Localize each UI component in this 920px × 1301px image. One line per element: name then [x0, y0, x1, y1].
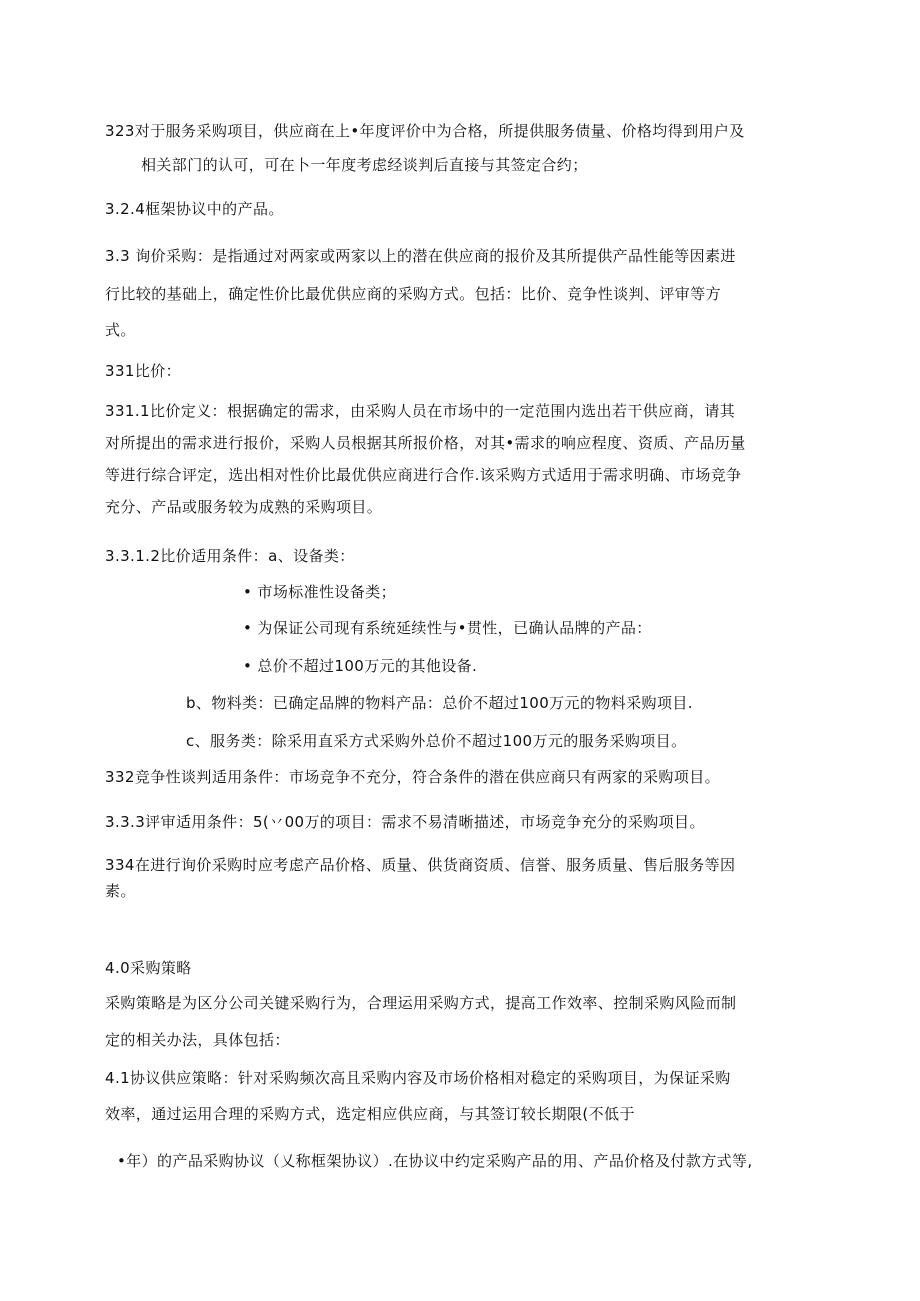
text-line: 3.3.1.2比价适用条件：a、设备类：: [105, 547, 355, 565]
text-line: 4.1协议供应策略：针对采购频次高且采购内容及市场价格相对稳定的采购项目，为保证采购: [105, 1069, 731, 1087]
text-line: 332竞争性谈判适用条件：市场竞争不充分，符合条件的潜在供应商只有两家的采购项目。: [105, 768, 721, 786]
text-line: 331比价：: [105, 362, 182, 380]
bullet-item: • 市场标准性设备类；: [243, 583, 397, 601]
text-line: 3.2.4框架协议中的产品。: [105, 200, 284, 218]
text-line: 331.1比价定义：根据确定的需求，由采购人员在市场中的一定范围内选出若干供应商，请其: [105, 402, 736, 420]
bullet-item: • 为保证公司现有系统延续性与•贯性，已确认品牌的产品：: [243, 619, 652, 637]
text-line: 对所提出的需求进行报价，采购人员根据其所报价格，对其•需求的响应程度、资质、产品历量: [105, 434, 746, 452]
text-line: c、服务类：除采用直采方式采购外总价不超过100万元的服务采购项目。: [186, 732, 687, 750]
text-line: b、物料类：已确定品牌的物料产品：总价不超过100万元的物料采购项目.: [186, 694, 693, 712]
bullet-item: • 总价不超过100万元的其他设备.: [243, 657, 478, 675]
text-line: 相关部门的认可，可在卜一年度考虑经谈判后直接与其签定合约；: [141, 156, 588, 174]
text-line: 充分、产品或服务较为成熟的采购项目。: [105, 498, 383, 516]
text-line: 效率，通过运用合理的采购方式，选定相应供应商，与其签订较长期限(不低于: [105, 1105, 635, 1123]
text-line: 3.3.3评审适用条件：5(丷00万的项目：需求不易清晰描述，市场竞争充分的采购项目。: [105, 813, 705, 831]
text-line: 行比较的基础上，确定性价比最优供应商的采购方式。包括：比价、竞争性谈判、评审等方: [105, 285, 722, 303]
text-line: •年）的产品采购协议（乂称框架协议）.在协议中约定采购产品的用、产品价格及付款方式等,: [117, 1152, 753, 1170]
text-line: 采购策略是为区分公司关键采购行为，合理运用采购方式，提高工作效率、控制采购风险而制: [105, 994, 737, 1012]
text-line: 素。: [105, 882, 136, 900]
text-line: 式。: [105, 321, 136, 339]
text-line: 334在进行询价采购时应考虑产品价格、质量、供货商资质、信誉、服务质量、售后服务等因: [105, 856, 736, 874]
text-line: 323对于服务采购项目，供应商在上•年度评价中为合格，所提供服务债量、价格均得到用户及: [105, 122, 745, 140]
section-heading: 4.0采购策略: [105, 959, 192, 977]
text-line: 3.3 询价采购：是指通过对两家或两家以上的潜在供应商的报价及其所提供产品性能等因素进: [105, 247, 736, 265]
text-line: 定的相关办法，具体包括：: [105, 1031, 290, 1049]
text-line: 等进行综合评定，选出相对性价比最优供应商进行合作.该采购方式适用于需求明确、市场竞争: [105, 466, 742, 484]
